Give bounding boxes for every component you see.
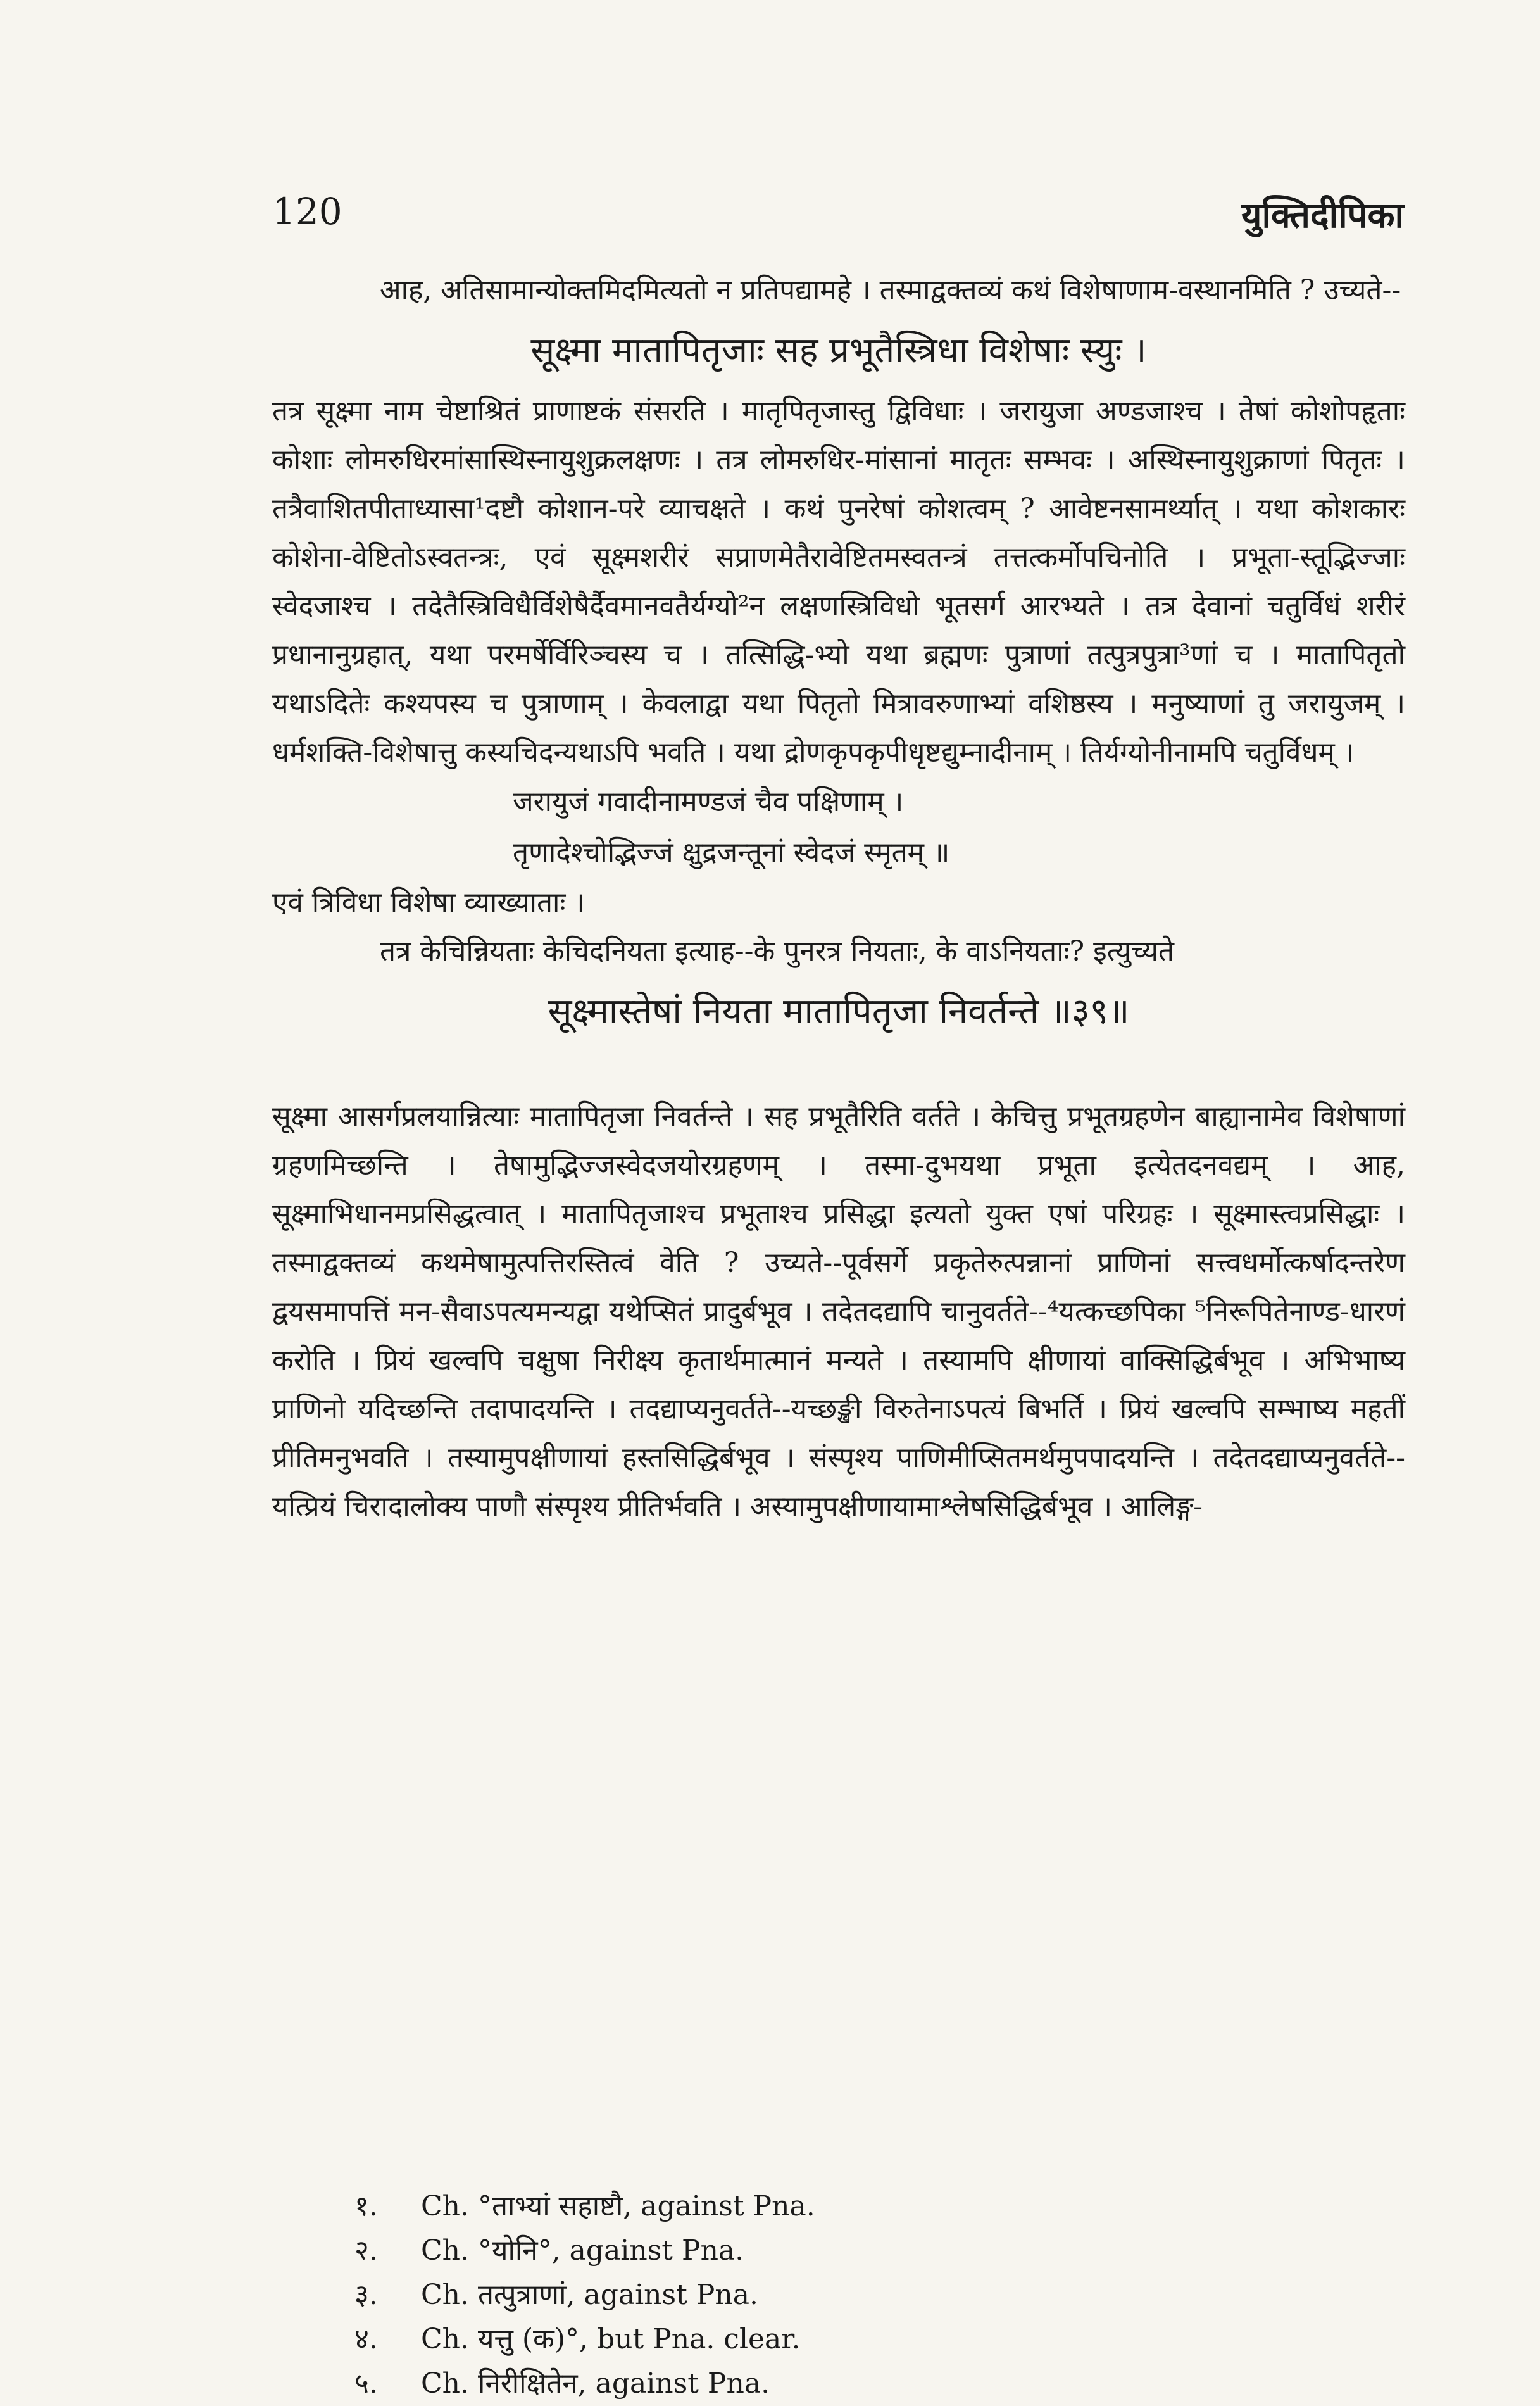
- footnote-text: Ch. निरीक्षितेन, against Pna.: [421, 2367, 770, 2400]
- footnote-text: Ch. °ताभ्यां सहाष्टौ, against Pna.: [421, 2190, 815, 2222]
- page-header: [272, 190, 1404, 241]
- footnote-number: ३.: [354, 2279, 378, 2311]
- footnote: [354, 2317, 815, 2362]
- footnote: [354, 2184, 815, 2229]
- footnote: [354, 2362, 815, 2406]
- sutra-verse: सूक्ष्मास्तेषां नियता मातापितृजा निवर्तन्ते ॥३९॥: [548, 991, 1130, 1032]
- quoted-verse-line: तृणादेश्चोद्भिज्जं क्षुद्रजन्तूनां स्वेदजं स्मृतम् ॥: [513, 836, 950, 869]
- quoted-verse-line: जरायुजं गवादीनामण्डजं चैव पक्षिणाम् ।: [513, 786, 904, 818]
- footnote-text: Ch. यत्तु (क)°, but Pna. clear.: [421, 2323, 801, 2355]
- summary-line: एवं त्रिविधा विशेषा व्याख्याताः ।: [272, 886, 585, 919]
- footnote-number: ५.: [354, 2367, 378, 2400]
- page-number: 120: [272, 190, 342, 233]
- sutra-verse: सूक्ष्मा मातापितृजाः सह प्रभूतैस्त्रिधा विशेषाः स्युः ।: [530, 330, 1147, 371]
- footnote: [354, 2229, 815, 2273]
- footnote-text: Ch. °योनि°, against Pna.: [421, 2234, 744, 2267]
- running-head: युक्तिदीपिका: [1241, 194, 1404, 236]
- question-line: तत्र केचिन्नियताः केचिदनियता इत्याह--के पुनरत्र नियताः, के वाऽनियताः? इत्युच्यते: [380, 935, 1174, 967]
- commentary-paragraph: सूक्ष्मा आसर्गप्रलयान्नित्याः मातापितृजा निवर्तन्ते । सह प्रभूतैरिति वर्तते । केचित्तु प्रभूतग्रहणेन बाह्यानामेव विशेषाणां ग्रहणमिच्छन्ति । तेषामुद्भिज्जस्वेदजयोरग्रहणम् । तस्मा-दुभयथा प्रभूता इत्येतदनवद्यम् । आह, सूक्ष्माभिधानमप्रसिद्धत्वात् । मातापितृजाश्च प्रभूताश्च प्रसिद्धा इत्यतो युक्त एषां परिग्रहः । सूक्ष्मास्त्वप्रसिद्धाः । तस्माद्वक्तव्यं कथमेषामुत्पत्तिरस्तित्वं वेति ? उच्यते--पूर्वसर्गे प्रकृतेरुत्पन्नानां प्राणिनां सत्त्वधर्मोत्कर्षादन्तरेण द्वयसमापत्तिं मन-सैवाऽपत्यमन्यद्वा यथेप्सितं प्रादुर्बभूव । तदेतदद्यापि चानुवर्तते--⁴यत्कच्छपिका ⁵निरूपितेनाण्ड-धारणं करोति । प्रियं खल्वपि चक्षुषा निरीक्ष्य कृतार्थमात्मानं मन्यते । तस्यामपि क्षीणायां वाक्सिद्धिर्बभूव । अभिभाष्य प्राणिनो यदिच्छन्ति तदापादयन्ति । तदद्याप्यनुवर्तते--यच्छङ्खी विरुतेनाऽपत्यं बिभर्ति । प्रियं खल्वपि सम्भाष्य महतीं प्रीतिमनुभवति । तस्यामुपक्षीणायां हस्तसिद्धिर्बभूव । संस्पृश्य पाणिमीप्सितमर्थमुपपादयन्ति । तदेतदद्याप्यनुवर्तते--यत्प्रियं चिरादालोक्य पाणौ संस्पृश्य प्रीतिर्भवति । अस्यामुपक्षीणायामाश्लेषसिद्धिर्बभूव । आलिङ्ग-: [272, 1100, 1405, 1523]
- footnote-number: ४.: [354, 2323, 378, 2355]
- footnotes: [354, 2184, 815, 2406]
- main-text: [272, 266, 1405, 1531]
- footnote-number: २.: [354, 2234, 378, 2267]
- footnote-number: १.: [354, 2190, 378, 2222]
- commentary-paragraph: तत्र सूक्ष्मा नाम चेष्टाश्रितं प्राणाष्टकं संसरति । मातृपितृजास्तु द्विविधाः । जरायुजा अण्डजाश्च । तेषां कोशोपहृताः कोशाः लोमरुधिरमांसास्थिस्नायुशुक्रलक्षणः । तत्र लोमरुधिर-मांसानां मातृतः सम्भवः । अस्थिस्नायुशुक्राणां पितृतः । तत्रैवाशितपीताध्यासा¹दष्टौ कोशान-परे व्याचक्षते । कथं पुनरेषां कोशत्वम् ? आवेष्टनसामर्थ्यात् । यथा कोशकारः कोशेना-वेष्टितोऽस्वतन्त्रः, एवं सूक्ष्मशरीरं सप्राणमेतैरावेष्टितमस्वतन्त्रं तत्तत्कर्मोपचिनोति । प्रभूता-स्तूद्भिज्जाः स्वेदजाश्च । तदेतैस्त्रिविधैर्विशेषैर्दैवमानवतैर्यग्यो²न लक्षणस्त्रिविधो भूतसर्ग आरभ्यते । तत्र देवानां चतुर्विधं शरीरं प्रधानानुग्रहात्, यथा परमर्षेर्विरिञ्चस्य च । तत्सिद्धि-भ्यो यथा ब्रह्मणः पुत्राणां तत्पुत्रपुत्रा³णां च । मातापितृतो यथाऽदितेः कश्यपस्य च पुत्राणाम् । केवलाद्वा यथा पितृतो मित्रावरुणाभ्यां वशिष्ठस्य । मनुष्याणां तु जरायुजम् । धर्मशक्ति-विशेषात्तु कस्यचिदन्यथाऽपि भवति । यथा द्रोणकृपकृपीधृष्टद्युम्नादीनाम् । तिर्यग्योनीनामपि चतुर्विधम् ।: [272, 395, 1405, 769]
- footnote: [354, 2273, 815, 2317]
- section-gap: [272, 1048, 1405, 1092]
- intro-paragraph: आह, अतिसामान्योक्तमिदमित्यतो न प्रतिपद्यामहे । तस्माद्वक्तव्यं कथं विशेषाणाम-वस्थानमिति ? उच्यते--: [380, 274, 1401, 306]
- footnote-text: Ch. तत्पुत्राणां, against Pna.: [421, 2279, 758, 2311]
